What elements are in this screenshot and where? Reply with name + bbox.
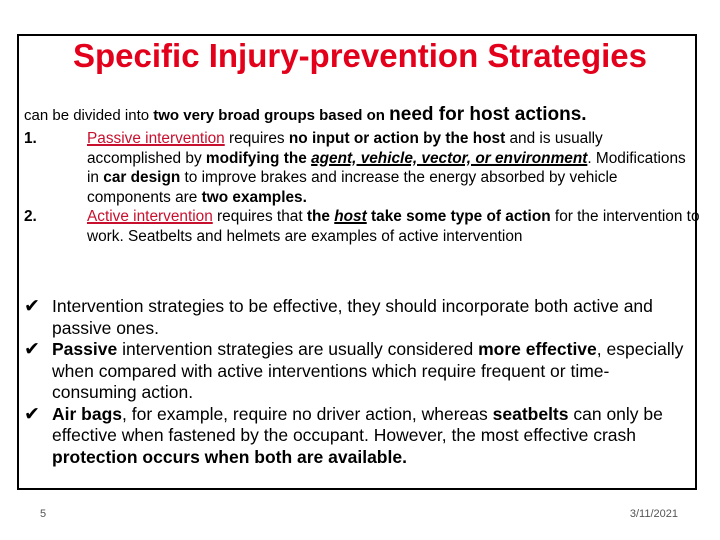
bold-italic-text: agent, vehicle, vector, or environment [311,149,588,167]
text: , for example, require no driver action, whereas [122,403,493,424]
intro-text: can be divided into [24,107,154,124]
text: requires that [212,208,307,225]
intro-emphasis: need for host actions. [389,104,587,125]
text: to improve brakes and increase the energy absorbed by vehicle components are [87,169,618,206]
text: , especially when compared with active interventions which require frequent or time-consuming action. [52,339,684,402]
bold-text: car design [103,169,181,186]
text: for the intervention to work. Seatbelts and helmets are examples of active intervention [87,208,700,245]
numbered-list [24,129,700,246]
active-intervention-term: Active intervention [87,208,213,225]
checkmark-icon: ✔ [24,296,40,317]
bold-italic-text: host [334,208,367,225]
check-item [24,339,684,404]
passive-intervention-term: Passive intervention [87,130,225,147]
bold-text: Passive [52,339,118,359]
check-item [24,296,684,339]
intro-line [24,104,587,127]
bold-text: protection occurs when both are available. [52,446,407,467]
text: requires [224,130,289,147]
item-number: 2. [24,208,37,225]
bold-text: no input or action by the host [288,130,506,147]
bold-text: Air bags [52,403,123,424]
checkmark-list [24,296,684,468]
bold-text: seatbelts [492,403,569,424]
checkmark-icon: ✔ [24,339,40,360]
bold-text: two examples. [201,188,307,206]
check-item [24,404,684,469]
bold-text: modifying the [205,149,312,167]
text: and is usually accomplished by [87,130,603,167]
text: can only be effective when fastened by the occupant. However, the most effective crash [52,403,663,445]
checkmark-icon: ✔ [24,403,40,425]
text: Intervention strategies to be effective, they should incorporate both active and passive ones. [52,296,653,338]
text: . Modifications in [87,149,686,186]
list-item-passive [24,129,700,207]
bold-text: more effective [478,339,597,359]
text: intervention strategies are usually considered [117,339,479,359]
bold-text: the [306,208,335,225]
intro-bold: two very broad groups based on [153,107,390,124]
bold-text: take some type of action [366,208,551,225]
slide-date: 3/11/2021 [629,508,678,520]
list-item-active [24,207,700,246]
slide-number: 5 [40,508,47,520]
slide-title: Specific Injury-prevention Strategies [73,37,647,74]
item-number: 1. [24,130,37,147]
